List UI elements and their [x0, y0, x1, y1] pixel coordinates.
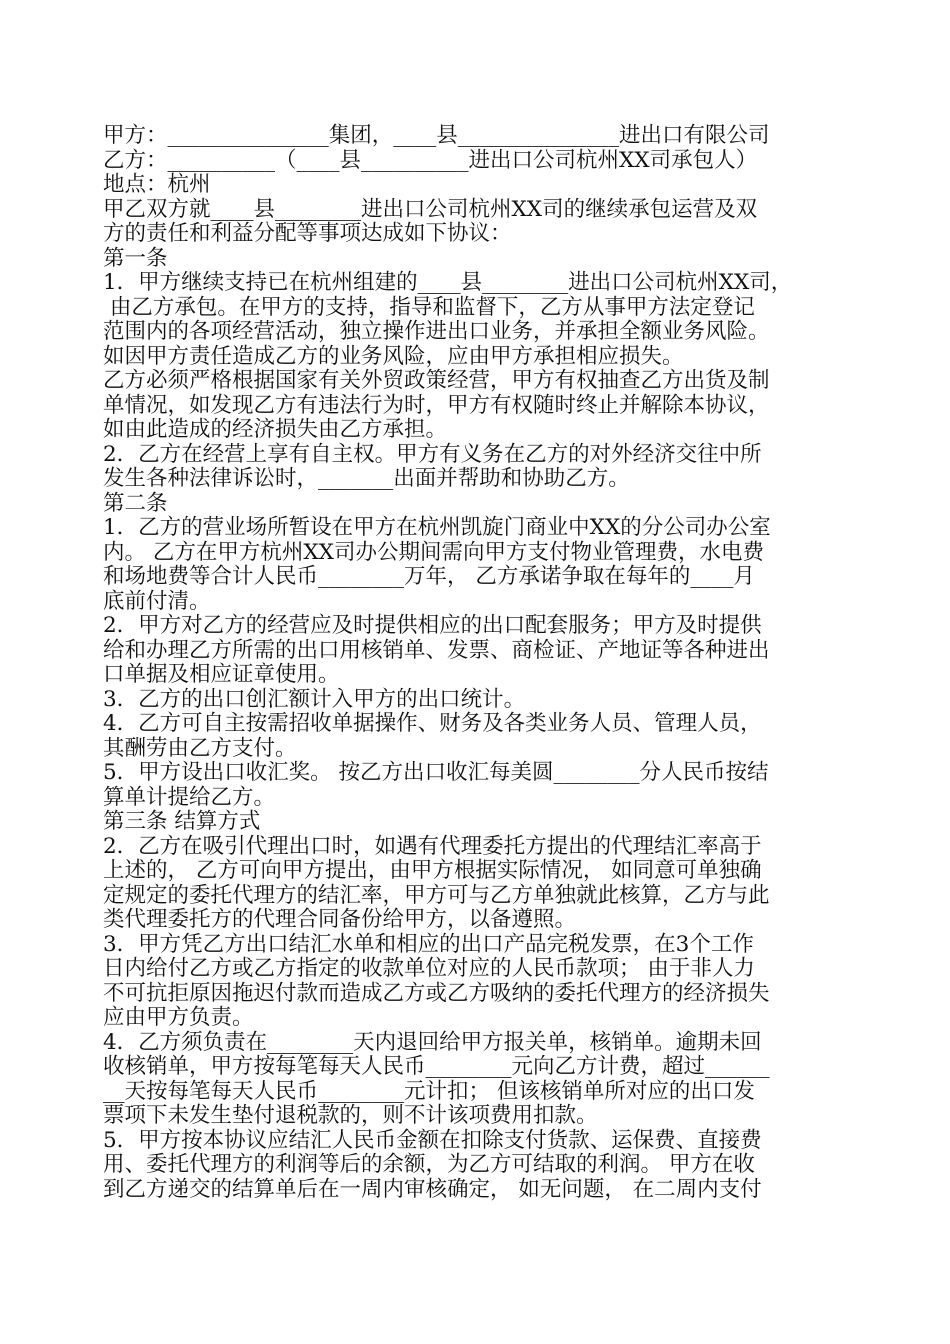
- text-line: 单情况，如发现乙方有违法行为时，甲方有权随时终止并解除本协议，: [103, 392, 770, 418]
- text-line: 甲方：_______________集团，____县_______________进出口有限公司: [103, 123, 770, 148]
- text-line: 地点：杭州: [103, 172, 211, 197]
- text-line: 4．乙方可自主按需招收单据操作、财务及各类业务人员、管理人员，: [103, 711, 762, 736]
- section-heading: 第二条: [103, 490, 168, 516]
- text-line: 由乙方承包。在甲方的支持，指导和监督下，乙方从事甲方法定登记: [103, 294, 755, 320]
- text-line: 1．甲方继续支持已在杭州组建的____县________进出口公司杭州XX司，: [103, 270, 793, 295]
- text-line: 如因甲方责任造成乙方的业务风险，应由甲方承担相应损失。: [103, 343, 684, 369]
- section-heading: 第一条: [103, 245, 168, 271]
- text-line: 甲乙双方就____县________进出口公司杭州XX司的继续承包运营及双: [103, 196, 758, 222]
- text-line: 算单计提给乙方。: [103, 784, 276, 810]
- section-heading: 第三条 结算方式: [103, 809, 261, 834]
- text-line: 2．甲方对乙方的经营应及时提供相应的出口配套服务；甲方及时提供: [103, 613, 762, 638]
- text-line: 乙方必须严格根据国家有关外贸政策经营，甲方有权抽查乙方出货及制: [103, 368, 770, 393]
- text-line: 方的责任和利益分配等事项达成如下协议：: [103, 221, 512, 246]
- text-line: 范围内的各项经营活动，独立操作进出口业务，并承担全额业务风险。: [103, 319, 770, 344]
- text-line: 票项下未发生垫付退税款的，则不计该项费用扣款。: [103, 1103, 598, 1128]
- text-line: 乙方：__________（____县__________进出口公司杭州XX司承包人）: [103, 147, 758, 173]
- text-line: 2．乙方在经营上享有自主权。甲方有义务在乙方的对外经济交往中所: [103, 441, 762, 467]
- text-line: 5．甲方按本协议应结汇人民币金额在扣除支付货款、运保费、直接费: [103, 1127, 762, 1153]
- text-line: 如由此造成的经济损失由乙方承担。: [103, 417, 448, 442]
- text-line: 不可抗拒原因拖迟付款而造成乙方或乙方吸纳的委托代理方的经济损失: [103, 980, 770, 1006]
- text-line: 其酬劳由乙方支付。: [103, 735, 297, 761]
- contract-document: [103, 124, 863, 1202]
- text-line: __天按每笔每天人民币________元计扣； 但该核销单所对应的出口发: [103, 1078, 755, 1104]
- text-line: 口单据及相应证章使用。: [103, 662, 340, 687]
- text-line: 2．乙方在吸引代理出口时，如遇有代理委托方提出的代理结汇率高于: [103, 833, 762, 859]
- text-line: 用、委托代理方的利润等后的余额，为乙方可结取的利润。 甲方在收: [103, 1152, 755, 1177]
- text-line: 内。 乙方在甲方杭州XX司办公期间需向甲方支付物业管理费，水电费: [103, 539, 764, 565]
- text-line: 发生各种法律诉讼时，_______出面并帮助和协助乙方。: [103, 466, 630, 491]
- text-line: 上述的， 乙方可向甲方提出，由甲方根据实际情况， 如同意可单独确: [103, 858, 762, 883]
- text-line: 5．甲方设出口收汇奖。 按乙方出口收汇每美圆________分人民币按结: [103, 760, 769, 785]
- text-line: 3．甲方凭乙方出口结汇水单和相应的出口产品完税发票，在3个工作: [103, 931, 754, 957]
- text-line: 定规定的委托代理方的结汇率，甲方可与乙方单独就此核算，乙方与此: [103, 882, 770, 908]
- text-line: 收核销单，甲方按每笔每天人民币________元向乙方计费，超过______: [103, 1054, 770, 1079]
- text-line: 应由甲方负责。: [103, 1005, 254, 1030]
- text-line: 给和办理乙方所需的出口用核销单、发票、商检证、产地证等各种进出: [103, 637, 770, 663]
- text-line: 4．乙方须负责在________天内退回给甲方报关单，核销单。逾期未回: [103, 1029, 762, 1055]
- text-line: 日内给付乙方或乙方指定的收款单位对应的人民币款项； 由于非人力: [103, 956, 755, 981]
- text-line: 底前付清。: [103, 588, 211, 614]
- text-line: 和场地费等合计人民币________万年， 乙方承诺争取在每年的____月: [103, 564, 755, 589]
- text-line: 到乙方递交的结算单后在一周内审核确定， 如无问题， 在二周内支付: [103, 1176, 762, 1202]
- text-line: 3．乙方的出口创汇额计入甲方的出口统计。: [103, 686, 526, 712]
- text-line: 类代理委托方的代理合同备份给甲方，以备遵照。: [103, 907, 577, 932]
- text-line: 1．乙方的营业场所暂设在甲方在杭州凯旋门商业中XX的分公司办公室: [103, 515, 771, 540]
